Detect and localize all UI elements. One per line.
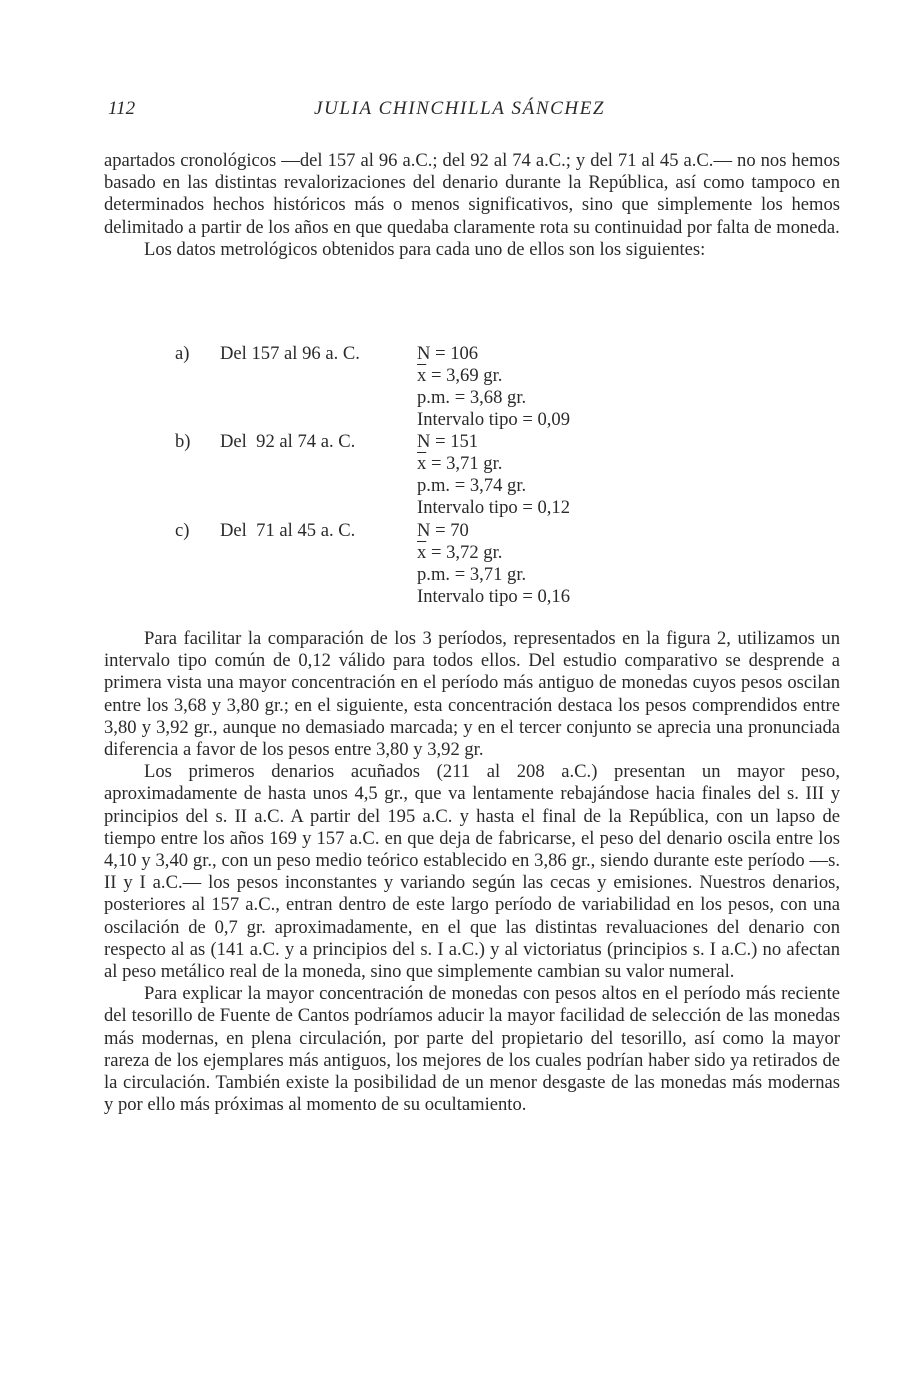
period-c-mean-value: = 3,72 gr. [426, 542, 503, 563]
period-c-mean [417, 542, 502, 564]
period-c-range: Del 71 al 45 a. C. [220, 520, 356, 541]
period-a-mean [417, 365, 502, 387]
period-b-interval: Intervalo tipo = 0,12 [417, 497, 571, 518]
period-b-range: Del 92 al 74 a. C. [220, 431, 356, 452]
period-c-interval: Intervalo tipo = 0,16 [417, 586, 571, 607]
period-a-label: a) [175, 343, 190, 364]
mean-symbol: $\overline{x}$ [417, 365, 427, 386]
period-a-mean-value: = 3,69 gr. [426, 365, 503, 386]
intro-paragraph-metrology: Los datos metrológicos obtenidos para cada uno de ellos son los siguientes: [144, 238, 706, 260]
period-b-label: b) [175, 431, 191, 452]
period-a-interval: Intervalo tipo = 0,09 [417, 409, 571, 430]
body-paragraph-comparison: Para facilitar la comparación de los 3 períodos, representados en la figura 2, utilizamos un intervalo tipo común de 0,12 válido para todos ellos. Del estudio comparativo se desprende a primera vista una mayor concentración en el período más antiguo de monedas cuyos pesos oscilan entre los 3,68 y 3,80 gr.; en el siguiente, esta concentración destaca los pesos comprendidos entre 3,80 y 3,92 gr., aunque no demasiado marcada; y en el tercer conjunto se aprecia una pronunciada diferencia a favor de los pesos entre 3,80 y 3,92 gr. [104, 628, 840, 761]
period-a-n: N = 106 [417, 343, 479, 364]
mean-symbol: $\overline{x}$ [417, 542, 427, 563]
period-b-pm: p.m. = 3,74 gr. [417, 475, 527, 496]
intro-paragraph-continued: apartados cronológicos —del 157 al 96 a.C.; del 92 al 74 a.C.; y del 71 al 45 a.C.— no nos hemos basado en las distintas revalorizaciones del denario durante la República, así como tampoco en determinados hechos históricos más o menos significativos, sino que simplemente los hemos delimitado a partir de los años en que quedaba claramente rota su continuidad por falta de moneda. [104, 150, 840, 238]
period-b-n: N = 151 [417, 431, 479, 452]
mean-symbol: $\overline{x}$ [417, 453, 427, 474]
period-c-pm: p.m. = 3,71 gr. [417, 564, 527, 585]
period-a-range: Del 157 al 96 a. C. [220, 343, 360, 364]
running-head: JULIA CHINCHILLA SÁNCHEZ [314, 98, 606, 119]
body-text [104, 628, 840, 1116]
period-b-mean-value: = 3,71 gr. [426, 453, 503, 474]
period-c-n: N = 70 [417, 520, 469, 541]
period-a-pm: p.m. = 3,68 gr. [417, 387, 527, 408]
period-c-label: c) [175, 520, 190, 541]
intro-text [104, 150, 840, 261]
body-paragraph-explanation: Para explicar la mayor concentración de monedas con pesos altos en el período más reciente del tesorillo de Fuente de Cantos podríamos aducir la mayor facilidad de selección de las monedas más modernas, en plena circulación, por parte del propietario del tesorillo, así como la mayor rareza de los ejemplares más antiguos, los mejores de los cuales podrían haber sido ya retirados de la circulación. También existe la posibilidad de un menor desgaste de las monedas más modernas y por ello más próximas al momento de su ocultamiento. [104, 983, 840, 1116]
page-number: 112 [108, 98, 136, 119]
body-paragraph-first-denarii: Los primeros denarios acuñados (211 al 208 a.C.) presentan un mayor peso, aproximadamente de hasta unos 4,5 gr., que va lentamente rebajándose hacia finales del s. III y principios del s. II a.C. A partir del 195 a.C. y hasta el final de la República, con un lapso de tiempo entre los años 169 y 157 a.C. en que deja de fabricarse, el peso del denario oscila entre los 4,10 y 3,40 gr., con un peso medio teórico establecido en 3,86 gr., siendo durante este período —s. II y I a.C.— los pesos inconstantes y variando según las cecas y emisiones. Nuestros denarios, posteriores al 157 a.C., entran dentro de este largo período de variabilidad en los pesos, con una oscilación de 0,7 gr. aproximadamente, en el que las distintas revaluaciones del denario con respecto al as (141 a.C. y a principios del s. I a.C.) y al victoriatus (principios s. I a.C.) no afectan al peso metálico real de la moneda, sino que simplemente cambian su valor numeral. [104, 761, 840, 983]
period-b-mean [417, 453, 502, 475]
